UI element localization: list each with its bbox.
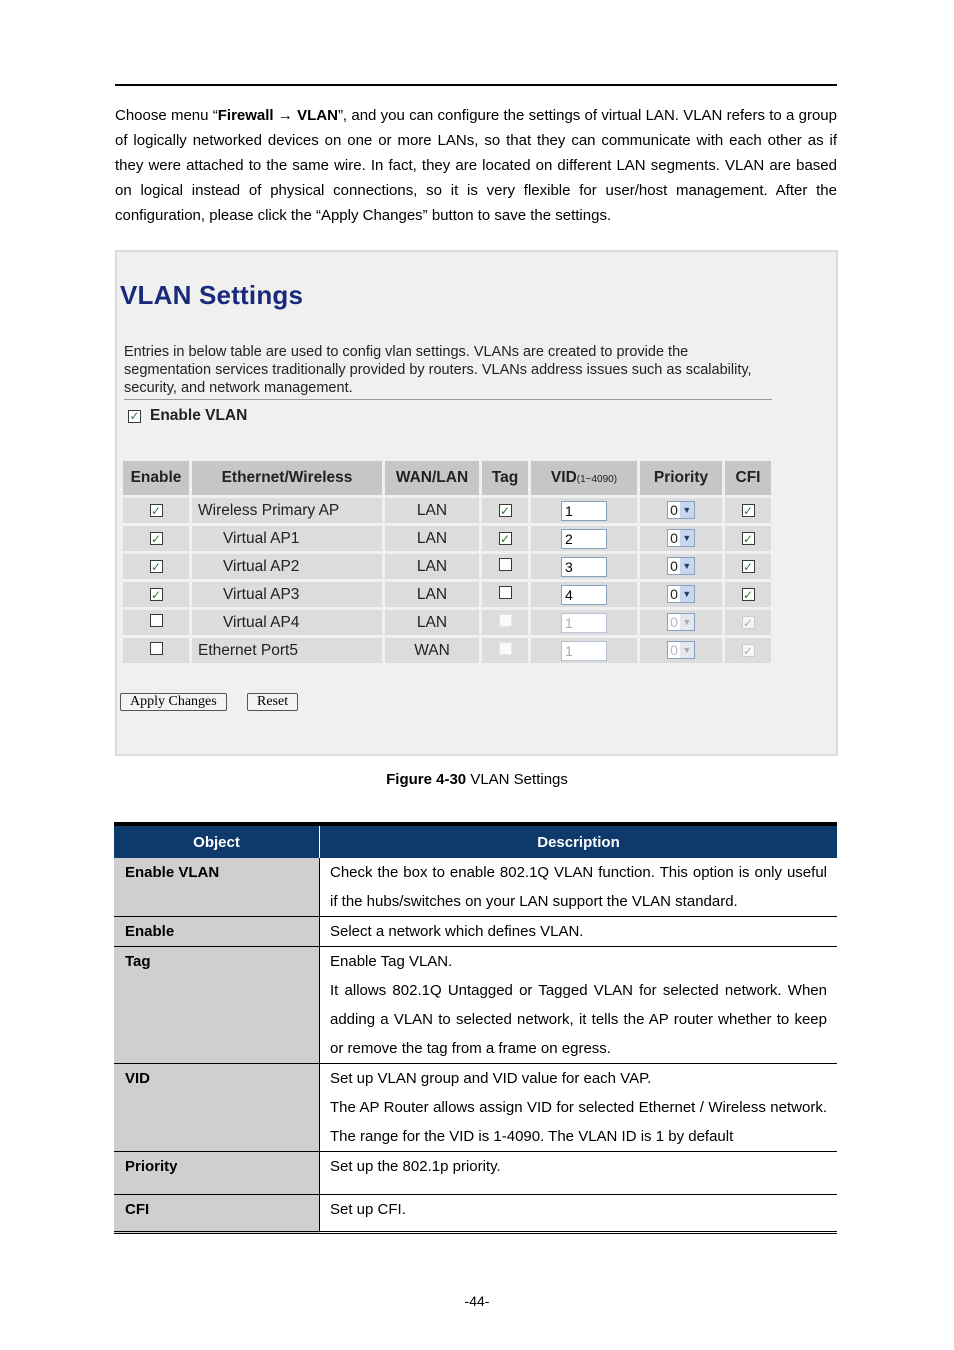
chevron-down-icon: ▼ bbox=[680, 614, 694, 630]
intro-paragraph bbox=[115, 103, 837, 228]
priority-value: 0 bbox=[670, 642, 678, 658]
interface-name: Virtual AP2 bbox=[192, 554, 382, 579]
cfi-cell bbox=[725, 498, 771, 523]
chevron-down-icon: ▼ bbox=[680, 502, 694, 518]
tag-cell bbox=[482, 498, 528, 523]
wan-lan-value: WAN bbox=[385, 638, 479, 663]
wan-lan-value: LAN bbox=[385, 610, 479, 635]
cfi-checkbox[interactable]: ✓ bbox=[742, 587, 754, 602]
interface-name: Ethernet Port5 bbox=[192, 638, 382, 663]
col-vid-label: VID bbox=[550, 469, 577, 486]
object-description bbox=[320, 858, 838, 917]
priority-select[interactable] bbox=[667, 585, 695, 603]
enable-vlan-label: Enable VLAN bbox=[150, 407, 248, 424]
vid-input[interactable] bbox=[561, 557, 607, 577]
interface-name: Virtual AP3 bbox=[192, 582, 382, 607]
col-vid bbox=[531, 461, 637, 495]
enable-checkbox[interactable]: ✓ bbox=[150, 587, 162, 602]
tag-cell bbox=[482, 554, 528, 579]
tag-checkbox bbox=[499, 614, 512, 627]
description-row bbox=[114, 858, 837, 917]
vid-cell bbox=[531, 582, 637, 607]
object-name: CFI bbox=[114, 1195, 320, 1233]
divider bbox=[124, 399, 772, 400]
vlan-table bbox=[120, 458, 774, 666]
col-tag: Tag bbox=[482, 461, 528, 495]
vlan-row bbox=[123, 582, 771, 607]
enable-checkbox[interactable] bbox=[150, 614, 163, 627]
apply-changes-button[interactable]: Apply Changes bbox=[120, 693, 227, 711]
description-line: The AP Router allows assign VID for selected Ethernet / Wireless network. The range for the VID is 1-4090. The VLAN ID is 1 by default bbox=[330, 1099, 827, 1145]
enable-checkbox[interactable] bbox=[150, 642, 163, 655]
col-ethernet-wireless: Ethernet/Wireless bbox=[192, 461, 382, 495]
enable-vlan-checkbox[interactable]: ✓ bbox=[129, 409, 140, 423]
vid-input[interactable] bbox=[561, 501, 607, 521]
page-description: Entries in below table are used to config vlan settings. VLANs are created to provide the segmentation services traditionally provided by routers. VLANs address issues such as scalability, security, and network management. bbox=[124, 344, 752, 396]
menu-path: Firewall → VLAN bbox=[217, 107, 338, 124]
page-title: VLAN Settings bbox=[120, 280, 304, 310]
cfi-cell bbox=[725, 638, 771, 663]
vlan-settings-screenshot bbox=[115, 250, 838, 756]
chevron-down-icon: ▼ bbox=[680, 558, 694, 574]
cfi-cell bbox=[725, 554, 771, 579]
header-object: Object bbox=[114, 824, 320, 858]
priority-select[interactable] bbox=[667, 501, 695, 519]
vlan-row bbox=[123, 498, 771, 523]
vid-cell bbox=[531, 498, 637, 523]
tag-checkbox[interactable]: ✓ bbox=[499, 531, 511, 546]
cfi-cell bbox=[725, 526, 771, 551]
cfi-checkbox: ✓ bbox=[742, 643, 754, 658]
priority-cell bbox=[640, 554, 722, 579]
object-description bbox=[320, 1195, 838, 1233]
vid-cell bbox=[531, 554, 637, 579]
vid-cell bbox=[531, 610, 637, 635]
vid-input[interactable] bbox=[561, 529, 607, 549]
chevron-down-icon: ▼ bbox=[680, 586, 694, 602]
wan-lan-value: LAN bbox=[385, 498, 479, 523]
description-line: Set up VLAN group and VID value for each VAP. bbox=[330, 1070, 652, 1087]
tag-cell bbox=[482, 526, 528, 551]
page-number: -44- bbox=[464, 1293, 490, 1309]
vlan-row bbox=[123, 610, 771, 635]
object-name: Enable bbox=[114, 917, 320, 947]
vid-input bbox=[561, 613, 607, 633]
priority-select[interactable] bbox=[667, 529, 695, 547]
vid-input bbox=[561, 641, 607, 661]
vid-cell bbox=[531, 638, 637, 663]
col-enable: Enable bbox=[123, 461, 189, 495]
enable-vlan-toggle[interactable] bbox=[128, 407, 247, 425]
wan-lan-value: LAN bbox=[385, 554, 479, 579]
description-line: Select a network which defines VLAN. bbox=[330, 923, 584, 940]
intro-prefix: Choose menu “ bbox=[115, 107, 218, 124]
cfi-checkbox[interactable]: ✓ bbox=[742, 559, 754, 574]
wan-lan-value: LAN bbox=[385, 582, 479, 607]
enable-cell bbox=[123, 610, 189, 635]
priority-cell bbox=[640, 526, 722, 551]
vlan-table-header bbox=[123, 461, 771, 495]
col-priority: Priority bbox=[640, 461, 722, 495]
priority-select[interactable] bbox=[667, 557, 695, 575]
description-line: Enable Tag VLAN. bbox=[330, 953, 453, 970]
cfi-cell bbox=[725, 610, 771, 635]
cfi-checkbox[interactable]: ✓ bbox=[742, 531, 754, 546]
enable-cell bbox=[123, 554, 189, 579]
interface-name: Virtual AP4 bbox=[192, 610, 382, 635]
enable-checkbox[interactable]: ✓ bbox=[150, 531, 162, 546]
description-row bbox=[114, 1152, 837, 1195]
priority-value: 0 bbox=[670, 586, 678, 602]
col-vid-range: (1~4090) bbox=[576, 474, 618, 485]
priority-cell bbox=[640, 582, 722, 607]
figure-label: Figure 4-30 bbox=[386, 771, 467, 788]
description-row bbox=[114, 1064, 837, 1152]
col-cfi: CFI bbox=[725, 461, 771, 495]
enable-checkbox[interactable]: ✓ bbox=[150, 503, 162, 518]
tag-cell bbox=[482, 610, 528, 635]
description-line: Check the box to enable 802.1Q VLAN function. This option is only useful if the hubs/switches on your LAN support the VLAN standard. bbox=[330, 864, 827, 910]
figure-caption bbox=[0, 771, 954, 788]
cfi-checkbox[interactable]: ✓ bbox=[742, 503, 754, 518]
figure-title: VLAN Settings bbox=[466, 771, 568, 788]
tag-checkbox bbox=[499, 642, 512, 655]
vid-input[interactable] bbox=[561, 585, 607, 605]
enable-cell bbox=[123, 582, 189, 607]
description-line: Set up CFI. bbox=[330, 1201, 406, 1218]
interface-name: Wireless Primary AP bbox=[192, 498, 382, 523]
header-description: Description bbox=[320, 824, 838, 858]
interface-name: Virtual AP1 bbox=[192, 526, 382, 551]
chevron-down-icon: ▼ bbox=[680, 530, 694, 546]
vlan-row bbox=[123, 554, 771, 579]
cfi-cell bbox=[725, 582, 771, 607]
reset-button[interactable]: Reset bbox=[247, 693, 298, 711]
priority-cell bbox=[640, 638, 722, 663]
priority-value: 0 bbox=[670, 614, 678, 630]
priority-select bbox=[667, 613, 695, 631]
tag-checkbox[interactable] bbox=[499, 586, 512, 599]
vid-cell bbox=[531, 526, 637, 551]
description-row bbox=[114, 917, 837, 947]
description-row bbox=[114, 947, 837, 1064]
object-name: Enable VLAN bbox=[114, 858, 320, 917]
vlan-row bbox=[123, 526, 771, 551]
priority-cell bbox=[640, 610, 722, 635]
enable-checkbox[interactable]: ✓ bbox=[150, 559, 162, 574]
tag-cell bbox=[482, 638, 528, 663]
tag-cell bbox=[482, 582, 528, 607]
tag-checkbox[interactable] bbox=[499, 558, 512, 571]
description-line: It allows 802.1Q Untagged or Tagged VLAN for selected network. When adding a VLAN to selected network, it tells the AP router whether to keep or remove the tag from a frame on egress. bbox=[330, 982, 827, 1057]
wan-lan-value: LAN bbox=[385, 526, 479, 551]
chevron-down-icon: ▼ bbox=[680, 642, 694, 658]
object-name: VID bbox=[114, 1064, 320, 1152]
object-description bbox=[320, 1152, 838, 1195]
vlan-row bbox=[123, 638, 771, 663]
object-description bbox=[320, 947, 838, 1064]
enable-cell bbox=[123, 526, 189, 551]
priority-select bbox=[667, 641, 695, 659]
col-wan-lan: WAN/LAN bbox=[385, 461, 479, 495]
priority-value: 0 bbox=[670, 558, 678, 574]
description-row bbox=[114, 1195, 837, 1233]
priority-cell bbox=[640, 498, 722, 523]
description-table-header bbox=[114, 824, 837, 858]
description-table bbox=[114, 822, 837, 1234]
enable-cell bbox=[123, 638, 189, 663]
intro-text: ”, and you can configure the settings of virtual LAN. VLAN refers to a group of logically networked devices on one or more LANs, so that they can communicate with each other as if they were attached to the same wire. In fact, they are located on different LAN segments. VLAN are based on logical instead of physical connections, so it is very flexible for user/host management. After the configuration, please click the “Apply Changes” button to save the settings. bbox=[115, 107, 837, 224]
tag-checkbox[interactable]: ✓ bbox=[499, 503, 511, 518]
object-description bbox=[320, 1064, 838, 1152]
priority-value: 0 bbox=[670, 530, 678, 546]
object-name: Tag bbox=[114, 947, 320, 1064]
object-description bbox=[320, 917, 838, 947]
priority-value: 0 bbox=[670, 502, 678, 518]
enable-cell bbox=[123, 498, 189, 523]
object-name: Priority bbox=[114, 1152, 320, 1195]
header-rule bbox=[115, 84, 837, 86]
cfi-checkbox: ✓ bbox=[742, 615, 754, 630]
description-line: Set up the 802.1p priority. bbox=[330, 1158, 501, 1175]
